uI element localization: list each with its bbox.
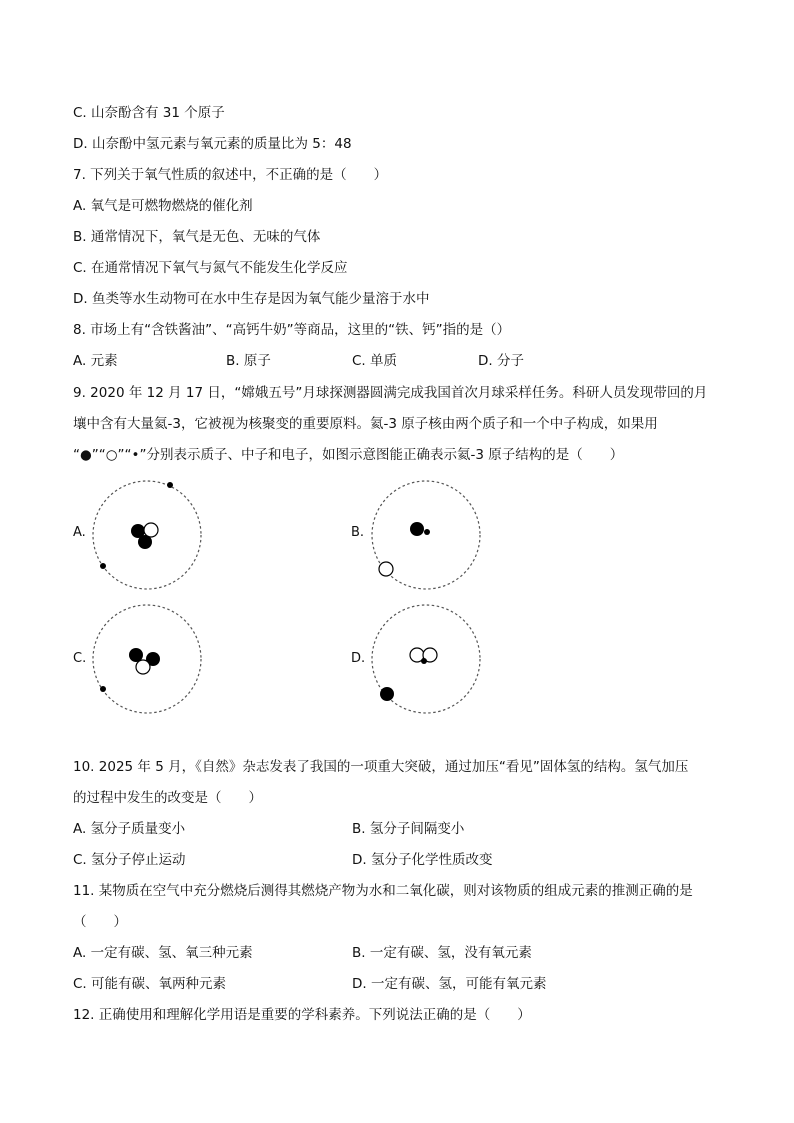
q10-option-b: B. 氢分子间隔变小 <box>352 821 465 837</box>
q8-option-b: B. 原子 <box>226 353 271 369</box>
neutron-icon <box>136 660 150 674</box>
q8-stem: 8. 市场上有“含铁酱油”、“高钙牛奶”等商品，这里的“铁、钙”指的是（） <box>73 322 511 338</box>
q9-atom-diagram-d <box>366 602 486 722</box>
q8-option-a: A. 元素 <box>73 353 118 369</box>
q9-stem-line1: 9. 2020 年 12 月 17 日，“嫦娥五号”月球探测器圆满完成我国首次月球采样任务。科研人员发现带回的月 <box>73 385 708 401</box>
q11-option-d: D. 一定有碳、氢，可能有氧元素 <box>352 976 547 992</box>
q8-option-d: D. 分子 <box>478 353 524 369</box>
electron-icon <box>424 529 430 535</box>
q9-diagram-label-d: D. <box>351 651 366 666</box>
electron-icon <box>167 482 173 488</box>
q10-option-d: D. 氢分子化学性质改变 <box>352 852 493 868</box>
q9-atom-diagram-a <box>88 478 208 598</box>
q10-option-c: C. 氢分子停止运动 <box>73 852 186 868</box>
q9-stem-line2: 壤中含有大量氦-3，它被视为核聚变的重要原料。氦-3 原子核由两个质子和一个中子构成，如果用 <box>73 416 658 432</box>
q9-diagram-label-c: C. <box>73 651 87 666</box>
q11-stem-line2: （ ） <box>73 914 127 930</box>
q10-stem-line1: 10. 2025 年 5 月，《自然》杂志发表了我国的一项重大突破，通过加压“看见”固体氢的结构。氢气加压 <box>73 759 689 775</box>
q11-option-b: B. 一定有碳、氢，没有氧元素 <box>352 945 532 961</box>
q11-stem-line1: 11. 某物质在空气中充分燃烧后测得其燃烧产物为水和二氧化碳，则对该物质的组成元素的推测正确的是 <box>73 883 693 899</box>
q9-atom-diagram-c <box>88 602 208 722</box>
q7-option-b: B. 通常情况下，氧气是无色、无味的气体 <box>73 229 321 245</box>
electron-icon <box>421 658 427 664</box>
proton-icon <box>138 535 152 549</box>
q7-option-d: D. 鱼类等水生动物可在水中生存是因为氧气能少量溶于水中 <box>73 291 430 307</box>
q7-stem: 7. 下列关于氧气性质的叙述中，不正确的是（ ） <box>73 167 388 183</box>
electron-icon <box>100 686 106 692</box>
neutron-icon <box>144 523 158 537</box>
q9-diagram-label-b: B. <box>351 525 365 540</box>
proton-icon <box>410 522 424 536</box>
q11-option-c: C. 可能有碳、氧两种元素 <box>73 976 227 992</box>
q9-diagram-label-a: A. <box>73 525 86 540</box>
q7-option-c: C. 在通常情况下氧气与氮气不能发生化学反应 <box>73 260 348 276</box>
q10-stem-line2: 的过程中发生的改变是（ ） <box>73 790 262 806</box>
q11-option-a: A. 一定有碳、氢、氧三种元素 <box>73 945 253 961</box>
electron-icon <box>100 563 106 569</box>
q7-option-a: A. 氧气是可燃物燃烧的催化剂 <box>73 198 253 214</box>
q9-atom-diagram-b <box>366 478 486 598</box>
q10-option-a: A. 氢分子质量变小 <box>73 821 186 837</box>
q6-option-c: C. 山奈酚含有 31 个原子 <box>73 105 225 121</box>
q12-stem: 12. 正确使用和理解化学用语是重要的学科素养。下列说法正确的是（ ） <box>73 1007 531 1023</box>
neutron-icon <box>379 562 393 576</box>
q8-option-c: C. 单质 <box>352 353 398 369</box>
proton-icon <box>380 687 394 701</box>
q6-option-d: D. 山奈酚中氢元素与氧元素的质量比为 5：48 <box>73 136 352 152</box>
q9-stem-line3: “●”“○”“•”分别表示质子、中子和电子，如图示意图能正确表示氦-3 原子结构的是（ ） <box>73 447 624 463</box>
